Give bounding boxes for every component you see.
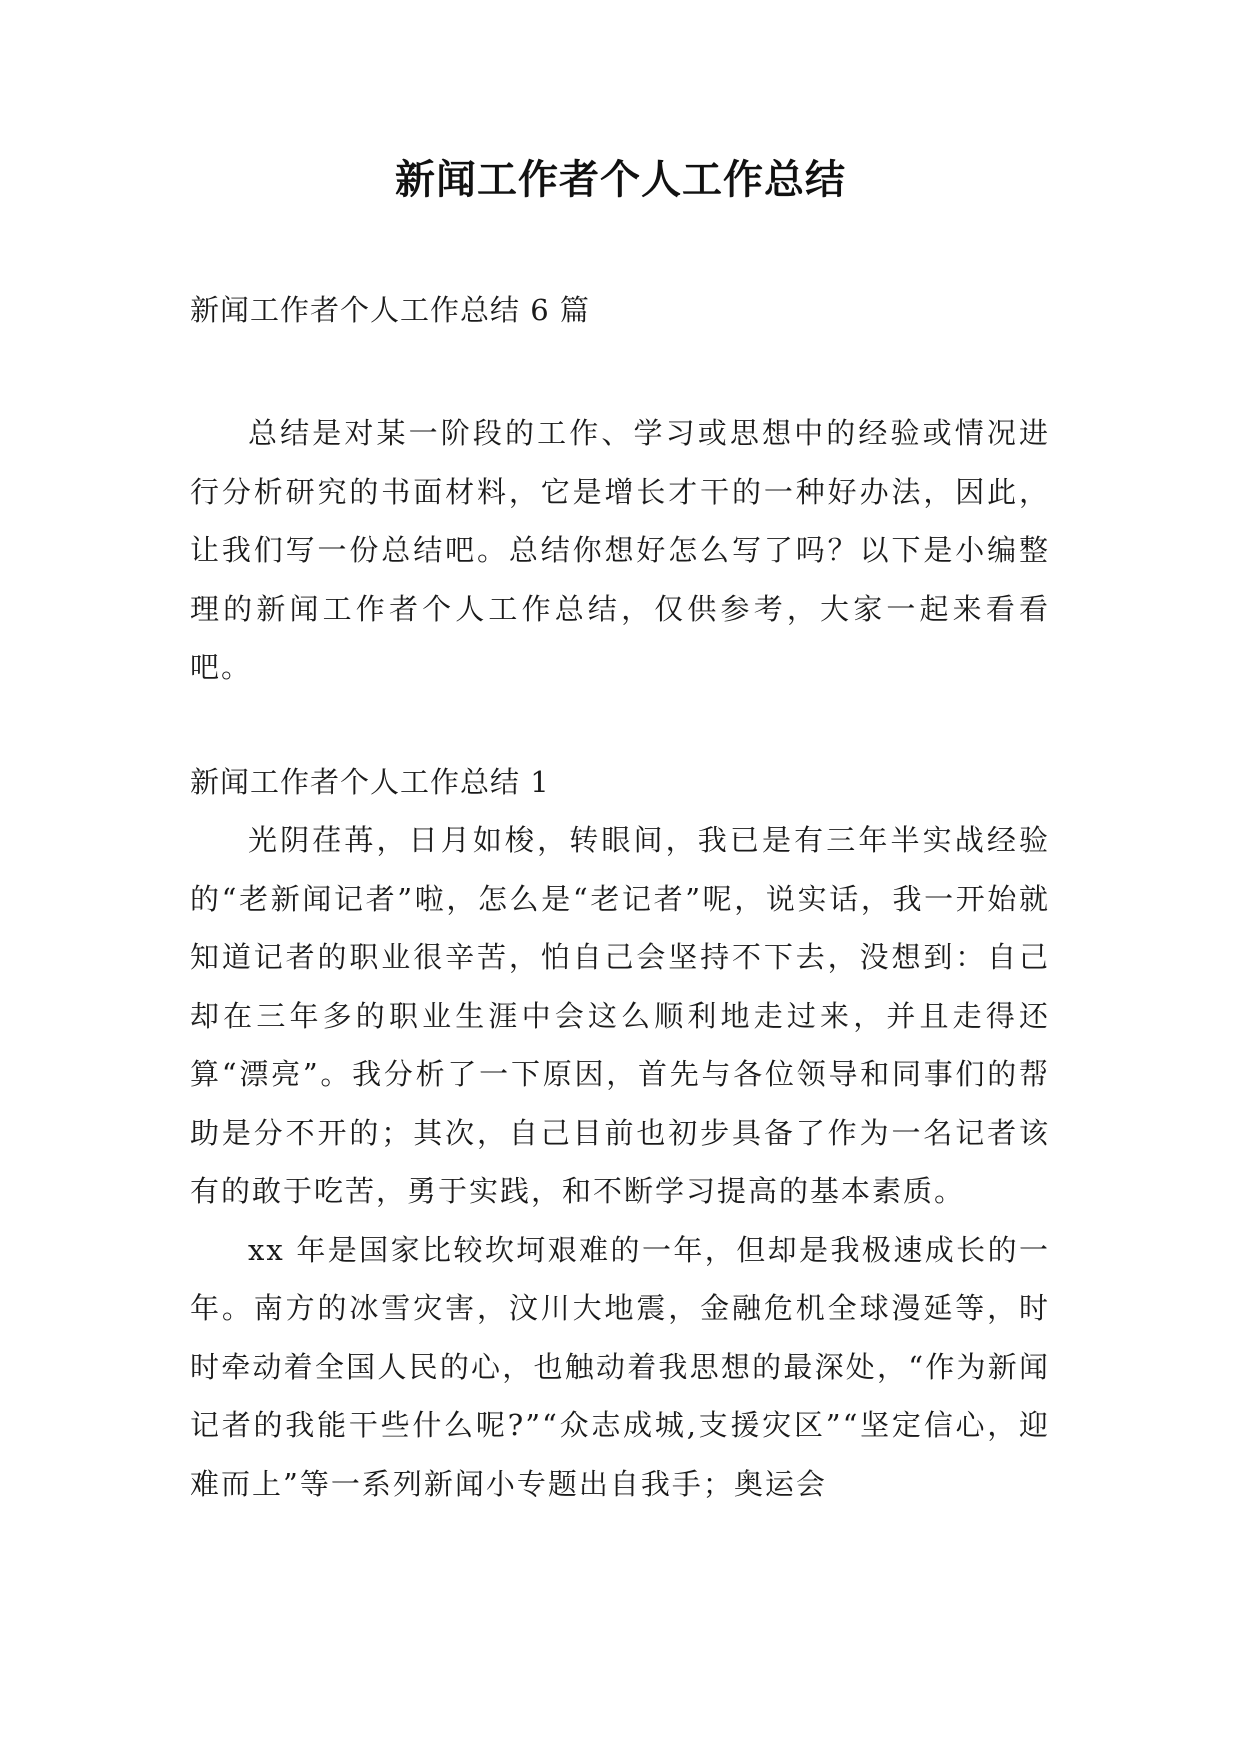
section-heading: 新闻工作者个人工作总结 1 — [190, 764, 550, 799]
spacer — [190, 330, 1050, 404]
document-subtitle: 新闻工作者个人工作总结 6 篇 — [190, 293, 590, 327]
document-title: 新闻工作者个人工作总结 — [395, 156, 846, 203]
intro-paragraph: 总结是对某一阶段的工作、学习或思想中的经验或情况进行分析研究的书面材料，它是增长才干的一种好办法，因此，让我们写一份总结吧。总结你想好怎么写了吗？以下是小编整理的新闻工作者个人工作总结，仅供参考，大家一起来看看吧。 — [190, 416, 1050, 684]
body-paragraph: 光阴荏苒，日月如梭，转眼间，我已是有三年半实战经验的“老新闻记者”啦，怎么是“老记者”呢，说实话，我一开始就知道记者的职业很辛苦，怕自己会坚持不下去，没想到：自己却在三年多的职业生涯中会这么顺利地走过来，并且走得还算“漂亮”。我分析了一下原因，首先与各位领导和同事们的帮助是分不开的；其次，自己目前也初步具备了作为一名记者该有的敢于吃苦，勇于实践，和不断学习提高的基本素质。 — [190, 823, 1050, 1208]
spacer — [190, 697, 1050, 753]
body-paragraph: xx 年是国家比较坎坷艰难的一年，但却是我极速成长的一年。南方的冰雪灾害，汶川大地震，金融危机全球漫延等，时时牵动着全国人民的心，也触动着我思想的最深处，“作为新闻记者的我能干些什么呢?”“众志成城,支援灾区”“坚定信心，迎难而上”等一系列新闻小专题出自我手；奥运会 — [190, 1232, 1050, 1501]
document-body — [190, 290, 1050, 1513]
